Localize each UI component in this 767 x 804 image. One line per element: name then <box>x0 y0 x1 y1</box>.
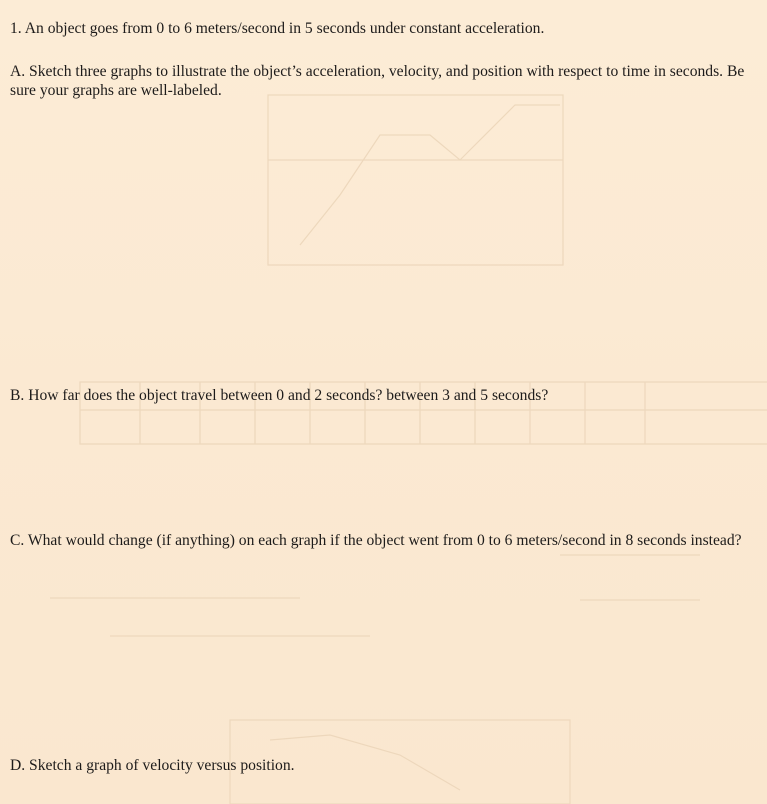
question-1a-prompt: A. Sketch three graphs to illustrate the object’s acceleration, velocity, and position with respect to time in seconds. Be sure your graphs are well-labeled. <box>10 63 745 99</box>
question-1b-prompt: B. How far does the object travel between 0 and 2 seconds? between 3 and 5 seconds? <box>10 387 549 404</box>
question-1d-prompt: D. Sketch a graph of velocity versus position. <box>10 757 295 774</box>
question-1c-prompt: C. What would change (if anything) on each graph if the object went from 0 to 6 meters/second in 8 seconds instead? <box>10 532 742 549</box>
question-1-prompt: 1. An object goes from 0 to 6 meters/second in 5 seconds under constant acceleration. <box>10 20 545 37</box>
